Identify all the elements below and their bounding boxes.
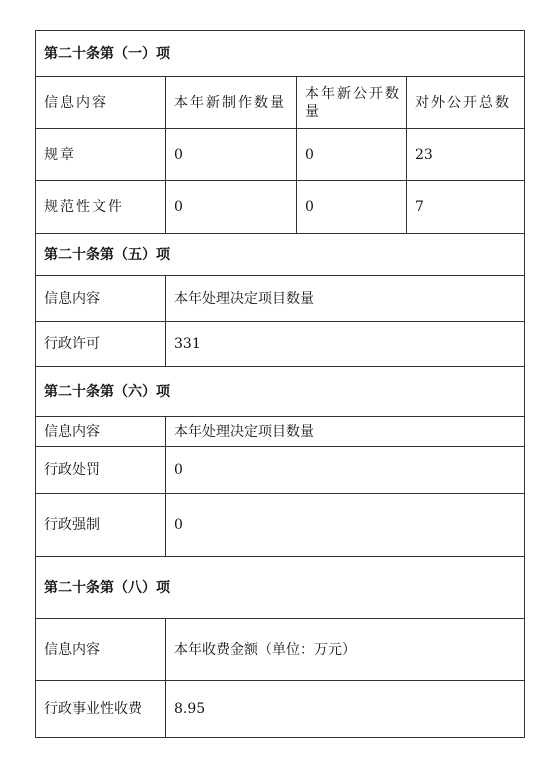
section-6-header-row <box>36 417 525 447</box>
table-row <box>36 129 525 181</box>
section-5-title: 第二十条第（五）项 <box>36 234 525 276</box>
row-value: 0 <box>297 181 407 234</box>
section-5-header-row <box>36 276 525 322</box>
section-8-title-row <box>36 557 525 619</box>
header-fee-amount: 本年收费金额（单位：万元） <box>166 619 525 681</box>
table-row <box>36 322 525 367</box>
row-label: 行政许可 <box>36 322 166 367</box>
row-value: 7 <box>407 181 525 234</box>
section-8-title: 第二十条第（八）项 <box>36 557 525 619</box>
row-label: 规章 <box>36 129 166 181</box>
row-value: 0 <box>166 181 297 234</box>
row-label: 行政事业性收费 <box>36 681 166 738</box>
section-5-title-row <box>36 234 525 276</box>
header-info-content: 信息内容 <box>36 77 166 129</box>
row-value: 0 <box>166 494 525 557</box>
row-value: 0 <box>166 129 297 181</box>
header-decision-count: 本年处理决定项目数量 <box>166 417 525 447</box>
header-info-content: 信息内容 <box>36 276 166 322</box>
section-8-header-row <box>36 619 525 681</box>
table-row <box>36 181 525 234</box>
table-row <box>36 681 525 738</box>
header-new-created: 本年新制作数量 <box>166 77 297 129</box>
section-1-title: 第二十条第（一）项 <box>36 31 525 77</box>
section-1-title-row <box>36 31 525 77</box>
disclosure-table <box>35 30 525 738</box>
header-decision-count: 本年处理决定项目数量 <box>166 276 525 322</box>
row-label: 行政处罚 <box>36 447 166 494</box>
table-row <box>36 494 525 557</box>
row-value: 8.95 <box>166 681 525 738</box>
header-new-published: 本年新公开数量 <box>297 77 407 129</box>
row-label: 规范性文件 <box>36 181 166 234</box>
row-label: 行政强制 <box>36 494 166 557</box>
row-value: 0 <box>166 447 525 494</box>
section-1-header-row <box>36 77 525 129</box>
header-total-published: 对外公开总数 <box>407 77 525 129</box>
header-info-content: 信息内容 <box>36 619 166 681</box>
row-value: 331 <box>166 322 525 367</box>
section-6-title-row <box>36 367 525 417</box>
row-value: 0 <box>297 129 407 181</box>
section-6-title: 第二十条第（六）项 <box>36 367 525 417</box>
header-info-content: 信息内容 <box>36 417 166 447</box>
row-value: 23 <box>407 129 525 181</box>
table-row <box>36 447 525 494</box>
